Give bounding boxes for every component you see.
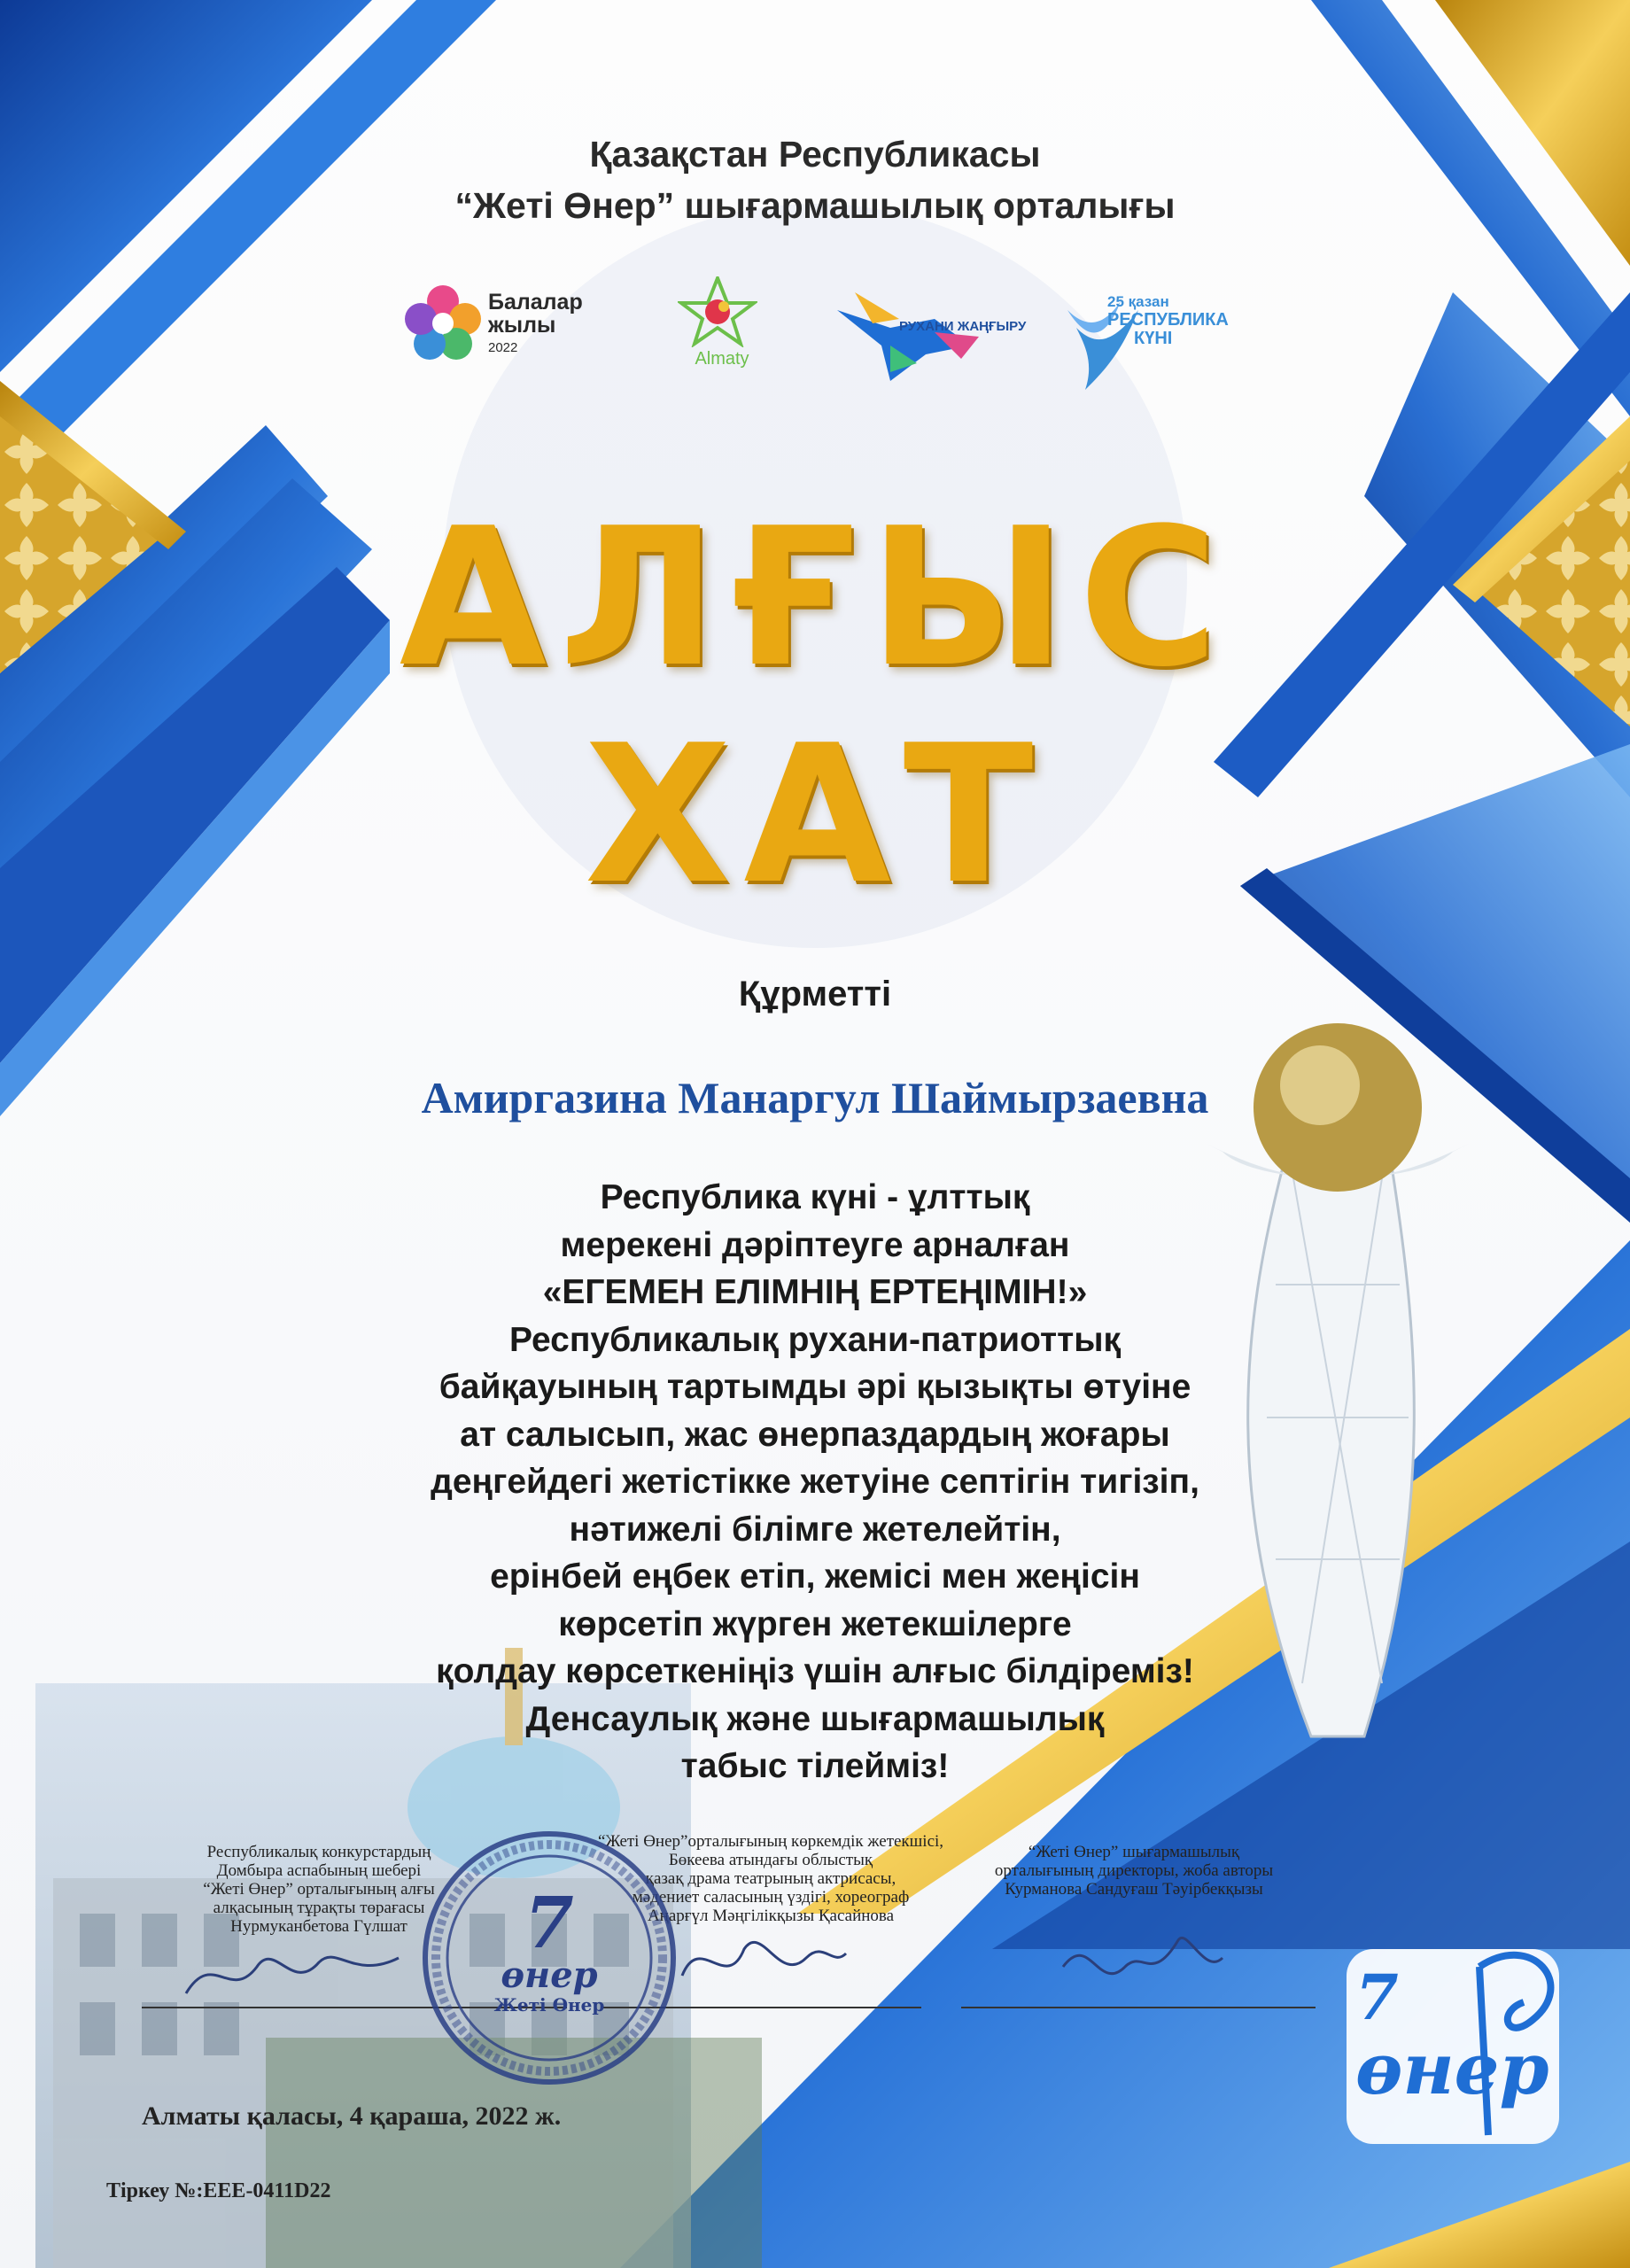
sig-left-line: алқасының тұрақты төрағасы <box>213 1899 425 1917</box>
star-logo-icon <box>678 276 757 347</box>
body-text <box>319 1174 1311 1790</box>
republic-day-line2: РЕСПУБЛИКА <box>1107 310 1229 330</box>
body-line: көрсетіп жүрген жетекшілерге <box>558 1604 1072 1643</box>
body-line: табыс тілейміз! <box>680 1747 950 1785</box>
body-line: Денсаулық және шығармашылық <box>525 1699 1105 1738</box>
sig-middle-line: “Жеті Өнер”орталығының көркемдік жетекшісі, <box>597 1832 944 1851</box>
republic-day-date: 25 қазан <box>1107 293 1169 310</box>
title-line-1: АЛҒЫС <box>399 486 1231 709</box>
republic-day-logo <box>1067 292 1245 390</box>
balalar-title-2: жылы <box>488 313 556 338</box>
sig-middle-line: Бөкеева атындағы облыстық <box>668 1851 873 1869</box>
recipient-name: Амиргазина Манаргул Шаймырзаевна <box>421 1073 1209 1122</box>
sig-left-line: Нурмуканбетова Гүлшат <box>230 1917 408 1936</box>
sig-left-line: “Жеті Өнер” орталығының алғы <box>203 1880 435 1899</box>
rukhani-text: РУХАНИ ЖАҢҒЫРУ <box>899 319 1027 334</box>
rukhani-logo <box>837 284 1027 381</box>
issuer-header <box>443 128 1187 231</box>
sig-right-line: “Жеті Өнер” шығармашылық <box>1028 1843 1240 1861</box>
body-line: «ЕГЕМЕН ЕЛІМНІҢ ЕРТЕҢІМІН!» <box>542 1273 1088 1311</box>
registration-number: Тіркеу №:ЕЕЕ-0411D22 <box>106 2179 331 2202</box>
signature-block-right <box>957 1843 1311 1899</box>
flower-logo-icon <box>403 284 483 363</box>
body-line: Республика күні - ұлттық <box>600 1178 1030 1216</box>
body-line: мерекені дәріптеуге арналған <box>560 1225 1070 1264</box>
corner-logo <box>1320 1914 1586 2179</box>
body-line: байқауының тартымды әрі қызықты өтуіне <box>439 1368 1191 1406</box>
sig-middle-line: Аңарғүл Мәңгілікқызы Қасайнова <box>647 1907 895 1925</box>
place-date: Алматы қаласы, 4 қараша, 2022 ж. <box>142 2101 562 2131</box>
signature-scribble-left <box>177 1931 408 2011</box>
body-line: нәтижелі білімге жетелейтін, <box>569 1510 1061 1549</box>
signature-scribble-middle <box>673 1922 850 2002</box>
stamp-center-text: Жеті Өнер <box>493 1994 605 2016</box>
body-line: деңгейдегі жетістікке жетуіне септігін тигізіп, <box>431 1463 1199 1501</box>
corner-logo-word: өнер <box>1355 2027 1549 2110</box>
sig-left-line: Республикалық конкурстардың <box>206 1843 431 1861</box>
republic-day-line3: КҮНІ <box>1134 329 1173 348</box>
signature-line-right <box>961 2007 1316 2008</box>
body-line: ат салысып, жас өнерпаздардың жоғары <box>460 1415 1170 1454</box>
stamp-logo-number: 7 <box>524 1881 574 1964</box>
sig-right-line: Курманова Сандуғаш Тәуірбекқызы <box>1005 1880 1263 1899</box>
balalar-title-1: Балалар <box>488 290 583 315</box>
body-line: Республикалық рухани-патриоттық <box>508 1320 1122 1359</box>
sig-middle-line: қазақ драма театрының актрисасы, <box>645 1869 896 1888</box>
corner-logo-number: 7 <box>1355 1961 1399 2034</box>
body-line: ерінбей еңбек етіп, жемісі мен жеңісін <box>490 1557 1140 1596</box>
header-country: Қазақстан Республикасы <box>589 134 1041 175</box>
body-line: қолдау көрсеткеніңіз үшін алғыс білдіреміз! <box>436 1652 1194 1690</box>
title-line-2: ХАТ <box>584 703 1046 926</box>
stamp-logo-text: өнер <box>501 1954 598 1996</box>
almaty-text: Almaty <box>695 349 749 369</box>
balalar-year: 2022 <box>488 340 518 355</box>
sig-right-line: орталығының директоры, жоба авторы <box>994 1861 1274 1880</box>
sig-left-line: Домбыра аспабының шебері <box>216 1861 422 1880</box>
signature-scribble-right <box>1054 1922 1231 2002</box>
balalar-logo <box>403 284 616 363</box>
sig-middle-line: мәдениет саласының үздігі, хореограф <box>632 1888 910 1907</box>
almaty-logo <box>664 276 780 374</box>
greeting: Құрметті <box>738 975 892 1014</box>
official-stamp <box>416 1825 682 2091</box>
header-organization: “Жеті Өнер” шығармашылық орталығы <box>454 185 1176 226</box>
